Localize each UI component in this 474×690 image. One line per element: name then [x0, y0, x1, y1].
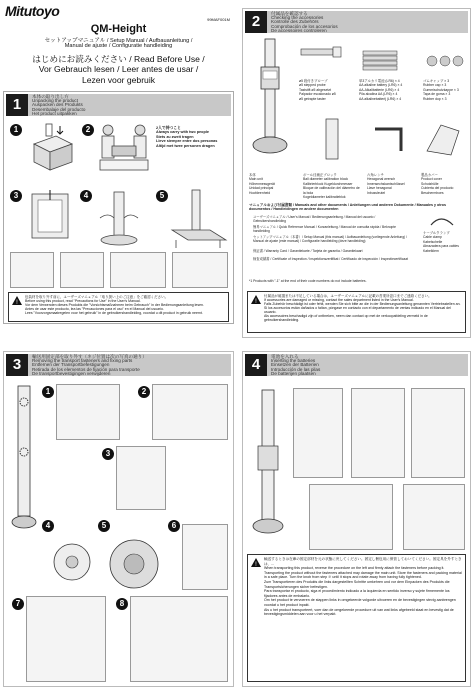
item-rubber-caps: ゴムキャップ × 3 Rubber cap × 3 Gummischutzkappe × 3 Tapa de goma × 3 Rubber dop × 3 [423, 79, 459, 101]
stepped-probe-illustration [299, 43, 343, 61]
s3-step-7-badge: 7 [12, 598, 24, 610]
step-3-badge: 3 [10, 190, 22, 202]
section-2-box [242, 8, 471, 338]
manual-item-1: ユーザーズマニュアル / User's Manual / Bedienungsanleitung / Manual del usuario / Gebruikershandleiding [253, 215, 376, 224]
manuals-heading: マニュアルおよび付属書類 / Manuals and other documents / Anleitungen und anderen Dokumente / Manuales y otros documentos / Handleidingen en andere documenten [249, 203, 446, 212]
item-cable-clamp: ケーブルクランプ Cable clamp Kabelschelle Abrazadera para cables Kabelklem [423, 231, 460, 253]
section-2-title: 付属品を確認する Checking the accessories Kontrolle des Zubehörs Comprobación de los accesorios De accessoires controleren [271, 11, 338, 33]
s3-step-3-badge: 3 [102, 448, 114, 460]
section-3-box [3, 351, 234, 687]
s3-step-7-photo [26, 596, 106, 682]
item-hex-wrench: 六角レンチ Hexagonal wrench Innensechskantschlüssel Llave hexagonal Inbussleutel [367, 173, 405, 195]
unpack-box-illustration [26, 122, 76, 172]
s3-step-5-badge: 5 [98, 520, 110, 532]
doc-code: 99MAF001M [207, 17, 230, 22]
section-1-header [6, 94, 231, 116]
manual-item-4: 保証書 / Warranty Card / Garantiekarte / Tarjeta de garantía / Garantiekaart [253, 249, 363, 253]
s3-step-2-badge: 2 [138, 386, 150, 398]
manual-item-5: 検査成績書 / Certificate of Inspection / Inspektionszertifikat / Certificado de inspección / Inspectiecertificaat [253, 257, 409, 261]
lift-unit-illustration [96, 122, 154, 172]
s3-step-6-badge: 6 [168, 520, 180, 532]
two-person-note: 2人で持つこと Always carry with two people Stets zu zweit tragen Lleve siempre entre dos personas Altijd met twee personen dragen [156, 126, 218, 148]
battery-closed-photo [403, 484, 465, 550]
brand-logo: Mitutoyo [5, 3, 60, 19]
section-3-title: 輸送用固定部を取り外す（ネジ位置は次の写真の通り） Removing the transport fasteners and fixing parts Entfernen der Transportbefestigungen Retirada de los elementos de fijación para transporte De transportbevestigingen verwijderen [32, 354, 147, 376]
section-4-box [242, 351, 471, 687]
calibration-block-illustration [323, 117, 341, 161]
item-batteries: 単3アルカリ電池 (LR6) × 4 AA alkaline battery (LR6) × 4 AA-Alkalibatterie (LR6) × 4 Pila alcalina AA (LR6) × 4 AA alkalinebatterij (LR6) × 4 [359, 79, 403, 101]
section-1-warning-text: 包装材を取り外す前に、ユーザーズマニュアル「取り扱い上のご注意」をご確認ください。 Before using this product, read "Precautions for Use" in the User's Manual. Vor dem Verwenden dieses Produkts die "Vorsichtsmaßnahmen beim Gebrauch" in der Bedienungsanleitung lesen. Antes de usar este producto, lea las "Precauciones para el uso" en el Manual del usuario. Lees "Voorzorgsmaatregelen voor het gebruik" in de gebruikershandleiding, voordat u dit product in gebruik neemt. [25, 295, 204, 315]
s3-step-1-badge: 1 [42, 386, 54, 398]
rubber-caps-illustration [425, 53, 465, 69]
hand-lift-illustration [94, 188, 152, 248]
item-stepped-probe: ø5 段付きプローブ ø5 stepped probe Taststift ø5 abgesetzt Palpador escalonado ø5 ø5 getrapte taster [299, 79, 336, 101]
section-2-number: 2 [245, 11, 267, 33]
unpack-photo-3 [110, 252, 166, 288]
warning-icon [251, 558, 261, 567]
s3-step-4-knob [50, 540, 94, 584]
warning-icon [12, 296, 22, 305]
section-4-title: 電池を入れる Inserting the batteries Einsetzen der Batterien Introducción de las pilas De batterijen plaatsen [271, 354, 321, 376]
transport-fastener-overview [10, 382, 38, 532]
svg-text:!: ! [16, 300, 18, 305]
s3-step-6-photo [182, 524, 228, 590]
battery-cover-photo-3 [411, 388, 465, 478]
item-main-unit: 本体 Main unit Höhenmessgerät Unidad principal Hoofdeenheid [249, 173, 275, 195]
batteries-illustration [361, 49, 401, 71]
warning-icon [251, 295, 261, 304]
read-before-line-2: Vor Gebrauch lesen / Leer antes de usar / [38, 64, 199, 74]
section-1-warning [8, 292, 229, 322]
s3-step-5-knob [106, 536, 162, 592]
hex-wrench-illustration [371, 125, 407, 155]
item-product-cover: 製品カバー Product cover Schutzhülle Cubierta del producto Beschermhoes [421, 173, 454, 195]
cable-clamp-illustration [427, 213, 457, 229]
subtitle-line-2: Manual de ajuste / Configuratie handleiding [64, 43, 173, 49]
section-1-number: 1 [6, 94, 28, 116]
unpack-photo-4 [172, 252, 228, 288]
battery-cover-photo-1 [293, 388, 343, 478]
battery-compartment-photo [309, 484, 393, 550]
step-5-badge: 5 [156, 190, 168, 202]
section-2-header [245, 11, 468, 33]
step-1-badge: 1 [10, 124, 22, 136]
battery-insert-overview [251, 386, 285, 536]
step-4-badge: 4 [80, 190, 92, 202]
battery-footnote: *1 Products with "-1" at the end of their code numbers do not include batteries. [249, 279, 367, 283]
unpack-photo-2 [60, 252, 104, 288]
s3-step-4-badge: 4 [42, 520, 54, 532]
section-3-header [6, 354, 231, 376]
panel-section-1 [3, 3, 234, 325]
place-on-table-illustration [170, 188, 230, 248]
s3-step-2-photo [152, 384, 228, 440]
product-cover-illustration [421, 119, 463, 159]
step-2-badge: 2 [82, 124, 94, 136]
read-before-line-3: Lezen voor gebruik [81, 75, 156, 85]
section-4-warning [247, 554, 466, 682]
section-2-warning-text: 付属品が破損または不足している場合は、ユーザーズマニュアルに記載の営業所窓口までご連絡ください。 If accessories are damaged or missing, contact the sales department listed in the User's Manual. Falls Zubehör beschädigt ist oder fehlt, wenden Sie sich bitte an die in der Bedienungsanleitung genannten Vertriebsstellen an. Si los accesorios están dañados o faltan, póngase en contacto con el departamento de ventas indicado en el Manual del usuario. Als accessoires beschadigd zijn of ontbreken, neem dan contact op met de verkoopafdeling vermeld in de gebruikershandleiding. [264, 294, 461, 322]
section-2-warning [247, 291, 466, 333]
svg-text:!: ! [255, 562, 257, 567]
s3-step-1-photo [56, 384, 120, 440]
s3-step-8-photo [130, 596, 228, 682]
page-title: QM-Height [90, 23, 147, 35]
manual-item-3: セットアップマニュアル（本書）/ Setup Manual (this manual) / Aufbauanleitung (vorliegende Anleitung) / Manual de ajuste (este manual) / Configuratie handleiding (deze handleiding) [253, 235, 408, 244]
main-unit-illustration [251, 37, 289, 157]
section-4-warning-text: 輸送するときは在庫の固定部材を元の状態に戻してください。固定し梱包用に保管しておいてください。固定具を外すときは、... When transporting this product, reverse the procedure on the left and firmly attach the fasteners before packing it. Transporting the product without the fasteners attached may damage the main unit. Store the fasteners and packing material in a safe place. Turn the knob from step ⑦ until it stops and rotate away from having fully tightened. Zum Transportieren des Produkts die links dargestellten Schritte umkehren und vor dem Einpacken des Produkts die Transportsicherungen sicher befestigen. Para transportar el producto, siga el procedimiento indicado a la izquierda en sentido inverso y sujete firmemente los fijadores antes de embalarlo. Om het product te vervoeren de stappen links in omgekeerde volgorde uitvoeren en de bevestigingen stevig aanbrengen voordat u het product inpakt. Als u het product transporteert, voer dan de omgekeerde procedure uit van wat links afgebeeld staat en bevestig dat de bevestigingsmiddelen aan voor u het verpakt. [264, 557, 462, 617]
manual-item-2: 簡易マニュアル / Quick Reference Manual / Kurzanleitung / Manual de consulta rápida / Beknopte handleiding [253, 225, 396, 234]
item-calibration-block: ボール径補正ブロック Ball diameter calibration block Kalibrierblock Kugeldurchmesser Bloque de calibración del diámetro de la bola Kogeldiameter kalibratieblok [303, 173, 360, 200]
svg-text:!: ! [255, 299, 257, 304]
s3-step-3-photo [116, 446, 166, 510]
section-4-number: 4 [245, 354, 267, 376]
subtitle-line-1: セットアップマニュアル / Setup Manual / Aufbauanleitung / [44, 38, 193, 44]
remove-packing-illustration [24, 188, 76, 244]
section-3-number: 3 [6, 354, 28, 376]
section-1-title: 本体の取り出し方 Unpacking the product Auspacken des Produkts Desembalaje del producto Het product uitpakken [32, 94, 86, 116]
section-1-box [3, 91, 234, 324]
read-before-line-1: はじめにお読みください / Read Before Use / [32, 54, 205, 64]
section-4-header [245, 354, 468, 376]
battery-cover-photo-2 [351, 388, 405, 478]
unpack-photo-1 [10, 252, 54, 288]
s3-step-8-badge: 8 [116, 598, 128, 610]
